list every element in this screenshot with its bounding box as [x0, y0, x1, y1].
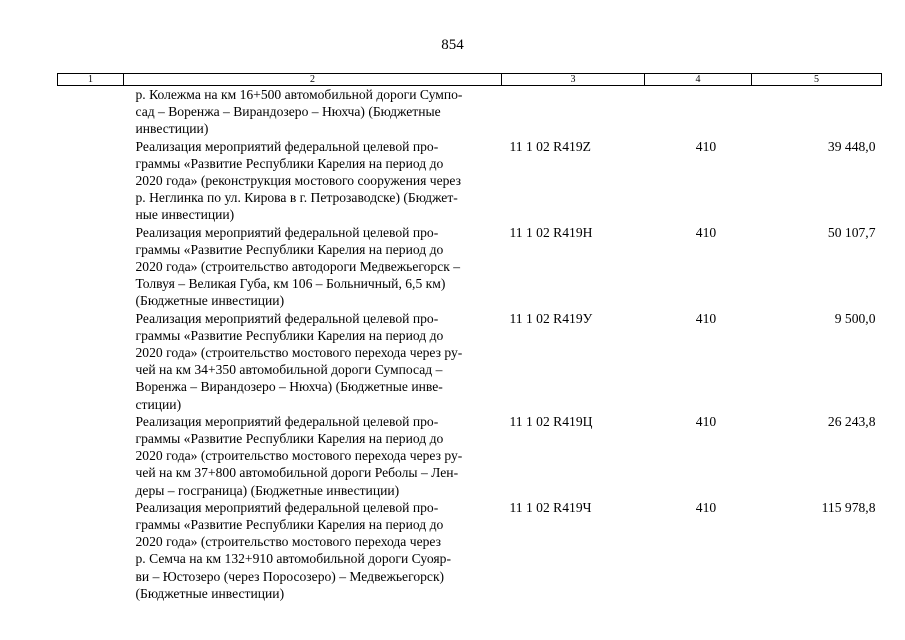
table-row	[58, 499, 882, 602]
table-row	[58, 86, 882, 138]
row-amount-cell: 115 978,8	[821, 499, 876, 515]
budget-table	[57, 73, 882, 602]
row-type-cell: 410	[695, 499, 717, 515]
column-header-3: 3	[502, 74, 645, 86]
row-amount-cell: 50 107,7	[827, 224, 876, 240]
table-row	[58, 138, 882, 224]
row-number-cell	[58, 413, 124, 499]
row-number-cell	[58, 86, 124, 138]
row-name-cell: Реализация мероприятий федеральной целевой про- граммы «Развитие Республики Карелия на период до 2020 года» (строительство мостового перехода через ру- чей на км 37+800 автомобильной дороги Реболы – Лен- деры – госграница) (Бюджетные инвестиции)	[135, 413, 463, 498]
row-code-cell: 11 1 02 R419Ц	[509, 413, 593, 429]
row-type-cell: 410	[695, 138, 717, 154]
row-amount-cell: 26 243,8	[827, 413, 876, 429]
row-type-cell: 410	[695, 413, 717, 429]
row-type-cell: 410	[695, 224, 717, 240]
row-code-cell: 11 1 02 R419Ч	[509, 499, 592, 515]
row-number-cell	[58, 224, 124, 310]
row-amount-cell: 39 448,0	[827, 138, 876, 154]
table-header	[58, 74, 882, 86]
row-type-cell: 410	[695, 310, 717, 326]
column-header-5: 5	[752, 74, 882, 86]
row-name-cell: Реализация мероприятий федеральной целевой про- граммы «Развитие Республики Карелия на период до 2020 года» (реконструкция мостового сооружения через р. Неглинка по ул. Кирова в г. Петрозаводске) (Бюджет- ные инвестиции)	[135, 138, 462, 223]
table-body	[58, 86, 882, 603]
table-row	[58, 310, 882, 413]
row-name-cell: Реализация мероприятий федеральной целевой про- граммы «Развитие Республики Карелия на период до 2020 года» (строительство мостового перехода через р. Семча на км 132+910 автомобильной дороги Суояр- ви – Юстозеро (через Поросозеро) – Медвежьегорск) (Бюджетные инвестиции)	[135, 499, 451, 601]
table-row	[58, 413, 882, 499]
row-number-cell	[58, 499, 124, 602]
row-type-cell	[645, 86, 752, 138]
header-row	[58, 74, 882, 86]
row-code-cell: 11 1 02 R419У	[509, 310, 593, 326]
row-name-cell: Реализация мероприятий федеральной целевой про- граммы «Развитие Республики Карелия на период до 2020 года» (строительство мостового перехода через ру- чей на км 34+350 автомобильной дороги Сумпосад – Воренжа – Вирандозеро – Нюхча) (Бюджетные инве- стиции)	[135, 310, 463, 412]
row-number-cell	[58, 138, 124, 224]
column-header-2: 2	[124, 74, 502, 86]
row-name-cell: Реализация мероприятий федеральной целевой про- граммы «Развитие Республики Карелия на период до 2020 года» (строительство автодороги Медвежьегорск – Толвуя – Великая Губа, км 106 – Больничный, 6,5 км) (Бюджетные инвестиции)	[135, 224, 461, 309]
row-code-cell	[502, 86, 645, 138]
table-row	[58, 224, 882, 310]
column-header-4: 4	[645, 74, 752, 86]
row-name-cell: р. Колежма на км 16+500 автомобильной дороги Сумпо- сад – Воренжа – Вирандозеро – Нюхча) (Бюджетные инвестиции)	[135, 87, 463, 137]
row-amount-cell	[752, 86, 882, 138]
row-code-cell: 11 1 02 R419H	[509, 224, 593, 240]
column-header-1: 1	[58, 74, 124, 86]
row-code-cell: 11 1 02 R419Z	[509, 138, 591, 154]
row-number-cell	[58, 310, 124, 413]
row-amount-cell: 9 500,0	[834, 310, 876, 326]
page-number: 854	[441, 37, 464, 53]
